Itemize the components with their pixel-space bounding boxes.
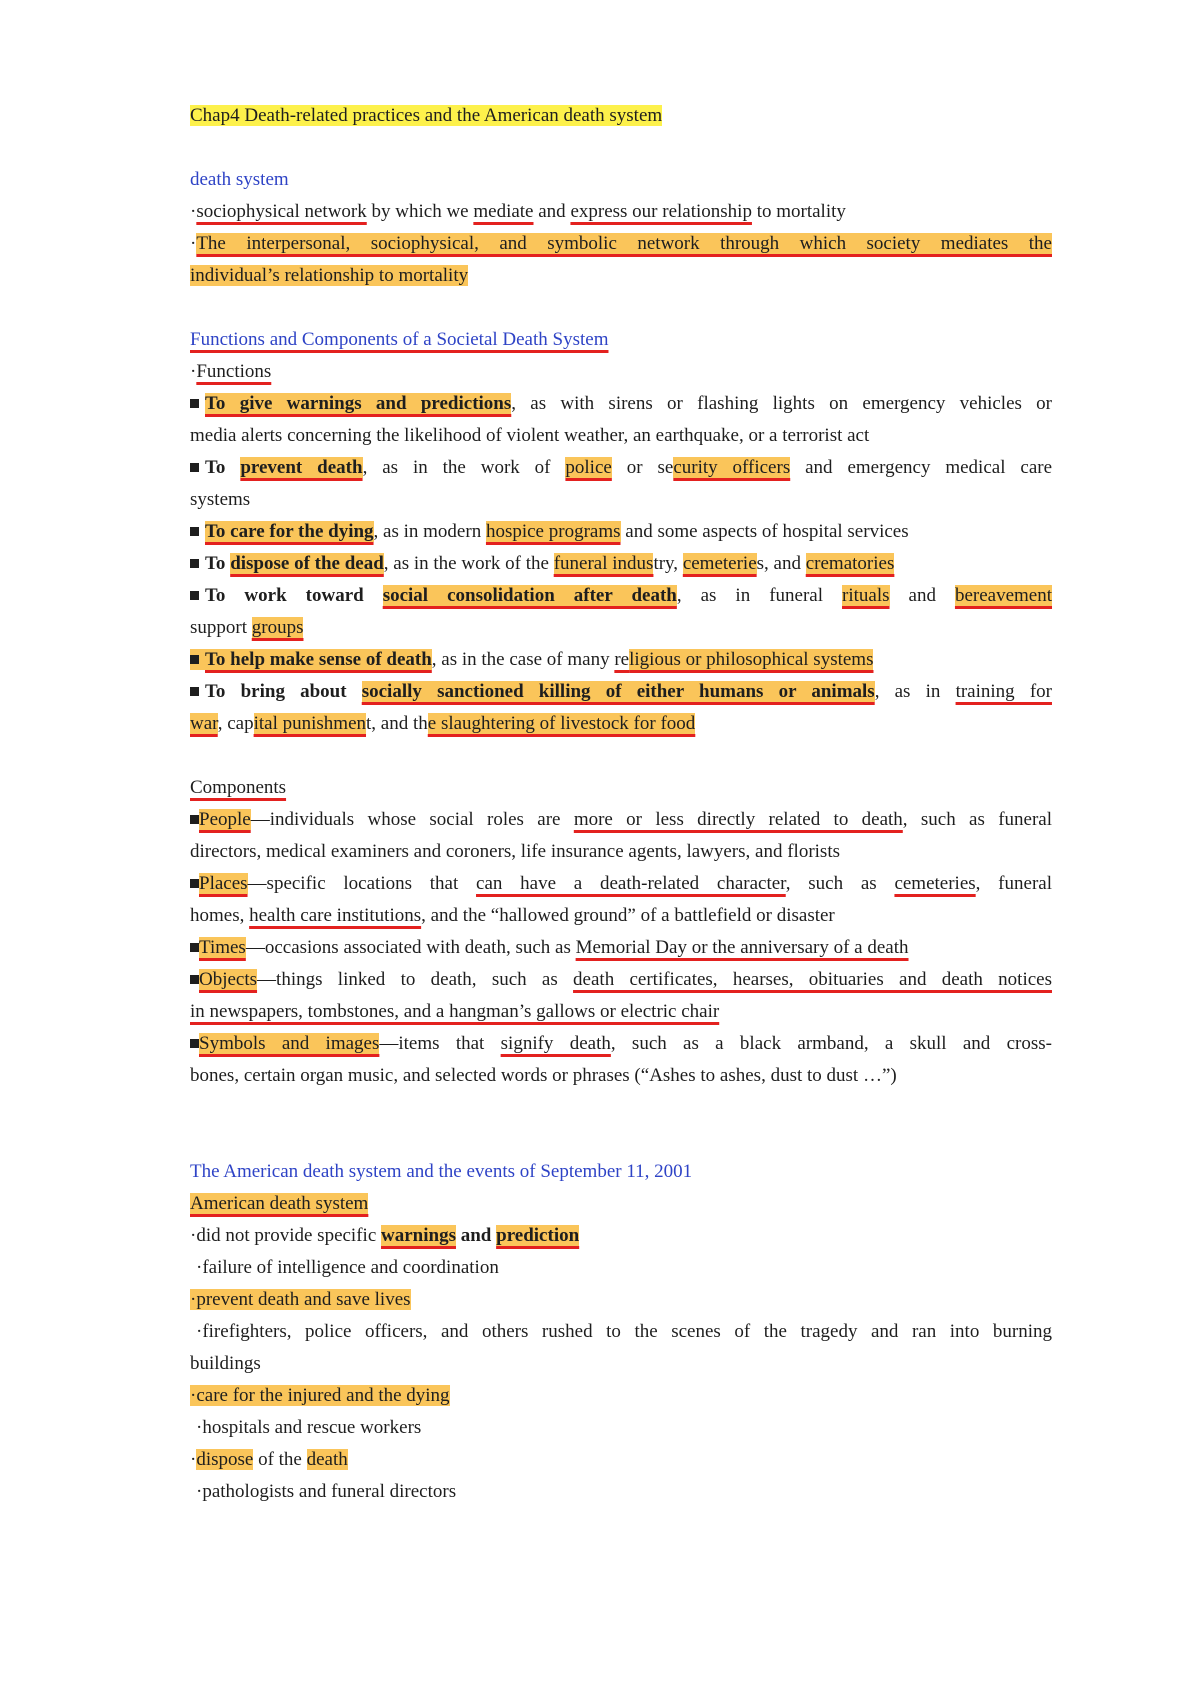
component-item-places: Places—specific locations that can have a death-related character, such as cemeteries, funeral: [190, 868, 1052, 900]
function-item-sanctioned-killing: To bring about socially sanctioned killing of either humans or animals, as in training for: [190, 676, 1052, 708]
square-bullet-icon: [190, 399, 199, 408]
square-bullet-icon: [190, 687, 199, 696]
section-heading-september-11: The American death system and the events of September 11, 2001: [190, 1161, 693, 1182]
square-bullet-icon: [190, 815, 199, 824]
component-item-places-cont: homes, health care institutions, and the “hallowed ground” of a battlefield or disaster: [190, 905, 835, 926]
square-bullet-icon: [190, 975, 199, 984]
event-item-prevent-death-detail: ·firefighters, police officers, and others rushed to the scenes of the tragedy and ran into burning: [196, 1321, 1052, 1342]
component-item-objects-cont: in newspapers, tombstones, and a hangman’s gallows or electric chair: [190, 1001, 720, 1022]
event-item-prevent-death-detail-cont: buildings: [190, 1353, 261, 1374]
component-item-symbols: Symbols and images—items that signify death, such as a black armband, a skull and cross-: [190, 1028, 1052, 1060]
square-bullet-icon: [190, 463, 199, 472]
functions-label: ·Functions: [190, 361, 272, 382]
square-bullet-icon: [190, 591, 199, 600]
event-item-warnings: ·did not provide specific warnings and prediction: [190, 1225, 580, 1246]
function-item-prevent-death: To prevent death, as in the work of police or security officers and emergency medical care: [190, 452, 1052, 484]
component-item-people: People—individuals whose social roles are more or less directly related to death, such as funeral: [190, 804, 1052, 836]
component-item-symbols-cont: bones, certain organ music, and selected words or phrases (“Ashes to ashes, dust to dust …”): [190, 1065, 897, 1086]
component-item-objects: Objects—things linked to death, such as death certificates, hearses, obituaries and death notices: [190, 964, 1052, 996]
event-item-prevent-death: ·prevent death and save lives: [190, 1289, 411, 1310]
event-item-dispose-detail: ·pathologists and funeral directors: [196, 1481, 457, 1502]
square-bullet-icon: [190, 527, 199, 536]
section-heading-functions-components: Functions and Components of a Societal Death System: [190, 329, 609, 350]
definition-line-1: ·sociophysical network by which we mediate and express our relationship to mortality: [190, 201, 846, 222]
function-item-warnings-cont: media alerts concerning the likelihood of violent weather, an earthquake, or a terrorist act: [190, 425, 870, 446]
components-label: Components: [190, 777, 287, 798]
definition-line-2-cont: individual’s relationship to mortality: [190, 265, 469, 286]
event-item-warnings-detail: ·failure of intelligence and coordination: [196, 1257, 499, 1278]
event-item-dispose: ·dispose of the death: [190, 1449, 348, 1470]
function-item-make-sense: To help make sense of death, as in the case of many religious or philosophical systems: [190, 644, 1052, 676]
component-item-times: Times—occasions associated with death, such as Memorial Day or the anniversary of a death: [190, 932, 1052, 964]
event-item-care-injured: ·care for the injured and the dying: [190, 1385, 450, 1406]
square-bullet-icon: [190, 879, 199, 888]
definition-line-2: ·The interpersonal, sociophysical, and symbolic network through which society mediates the: [190, 233, 1052, 254]
component-item-people-cont: directors, medical examiners and coroners, life insurance agents, lawyers, and florists: [190, 841, 840, 862]
square-bullet-icon: [190, 943, 199, 952]
square-bullet-icon: [190, 655, 199, 664]
square-bullet-icon: [190, 559, 199, 568]
function-item-care-dying: To care for the dying, as in modern hospice programs and some aspects of hospital services: [190, 516, 1052, 548]
function-item-social-consolidation-cont: support groups: [190, 617, 304, 638]
subheading-american-death-system: American death system: [190, 1193, 369, 1214]
square-bullet-icon: [190, 1039, 199, 1048]
function-item-sanctioned-killing-cont: war, capital punishment, and the slaughtering of livestock for food: [190, 713, 696, 734]
section-heading-death-system: death system: [190, 169, 289, 190]
function-item-prevent-death-cont: systems: [190, 489, 251, 510]
document-title: Chap4 Death-related practices and the American death system: [190, 105, 663, 126]
function-item-social-consolidation: To work toward social consolidation after death, as in funeral rituals and bereavement: [190, 580, 1052, 612]
function-item-warnings: To give warnings and predictions, as with sirens or flashing lights on emergency vehicles or: [190, 388, 1052, 420]
function-item-dispose-dead: To dispose of the dead, as in the work of the funeral industry, cemeteries, and crematories: [190, 548, 1052, 580]
event-item-care-injured-detail: ·hospitals and rescue workers: [196, 1417, 422, 1438]
